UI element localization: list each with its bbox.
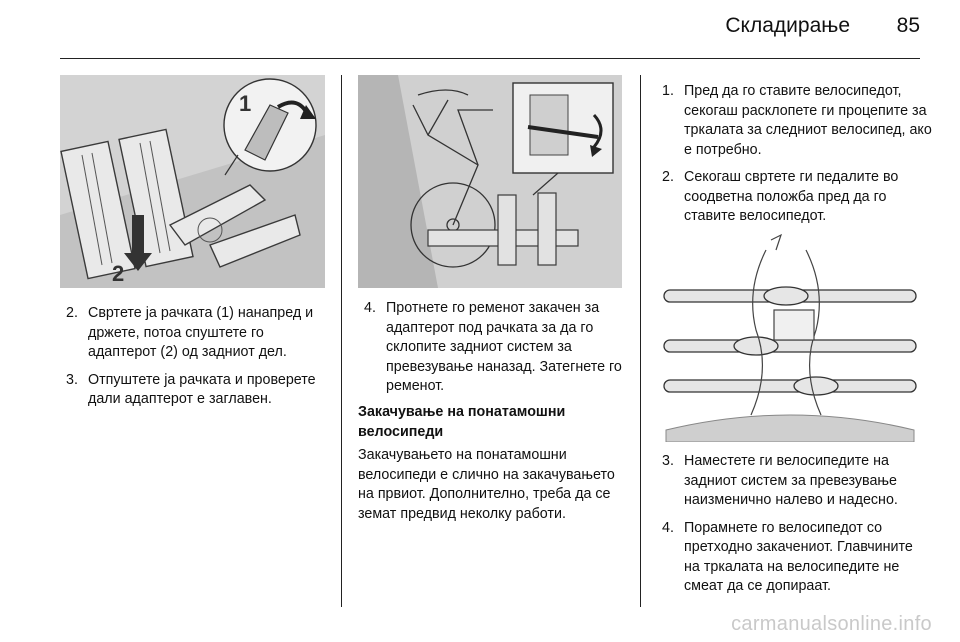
step-text: Свртете ја рачката (1) нанапред и држете, потоа спуштете го адаптерот (2) од задниот дел. bbox=[88, 305, 314, 360]
step-text: Порамнете го велосипедот со претходно закачениот. Главчините на тркалата на велосипедите не смеат да се допираат. bbox=[684, 519, 913, 594]
watermark: carmanualsonline.info bbox=[731, 613, 932, 635]
list-item bbox=[358, 299, 630, 397]
column-2-steps bbox=[358, 299, 630, 405]
step-text: Наместете ги велосипедите на задниот систем за превезување наизменично налево и надесно. bbox=[684, 453, 898, 508]
bikes-top-view-illustration bbox=[656, 230, 924, 442]
list-item bbox=[656, 82, 932, 160]
list-item bbox=[656, 452, 932, 511]
bike-carrier-illustration bbox=[358, 75, 622, 288]
list-item bbox=[60, 304, 328, 363]
list-item bbox=[656, 168, 932, 227]
step-number: 2. bbox=[662, 169, 674, 185]
step-text: Протнете го ременот закачен за адаптерот под рачката за да го склопите задниот систем за превезување наназад. Затегнете го ременот. bbox=[386, 300, 622, 394]
section-heading: Закачување на понатамошни велосипеди bbox=[358, 404, 566, 440]
section-body: Закачувањето на понатамошни велосипеди е слично на закачувањето на првиот. Дополнително, треба да се земат предвид неколку работи. bbox=[358, 447, 615, 522]
adapter-illustration bbox=[60, 75, 325, 288]
further-bikes-section bbox=[358, 403, 630, 524]
step-text: Секогаш свртете ги педалите во соодветна положба пред да го ставите велосипедот. bbox=[684, 169, 899, 224]
step-number: 4. bbox=[364, 300, 376, 316]
page-title: Складирање bbox=[725, 14, 850, 37]
column-divider-2 bbox=[640, 75, 641, 607]
step-number: 1. bbox=[662, 83, 674, 99]
column-3-steps-bottom bbox=[656, 452, 932, 605]
header-rule bbox=[60, 58, 920, 59]
bike-on-carrier-figure bbox=[358, 75, 622, 288]
column-divider-1 bbox=[341, 75, 342, 607]
step-text: Отпуштете ја рачката и проверете дали адаптерот е заглавен. bbox=[88, 371, 316, 407]
step-number: 2. bbox=[66, 305, 78, 321]
step-text: Пред да го ставите велосипедот, секогаш расклопете ги процепите за тркалата за следниот велосипед, ако е потребно. bbox=[684, 83, 932, 158]
callout-label-2: 2 bbox=[112, 261, 125, 286]
step-number: 3. bbox=[66, 371, 78, 388]
list-item bbox=[60, 371, 328, 410]
column-1-steps bbox=[60, 304, 328, 418]
step-number: 4. bbox=[662, 519, 674, 536]
callout-label-1: 1 bbox=[239, 91, 252, 116]
step-number: 3. bbox=[662, 453, 674, 469]
page-number: 85 bbox=[896, 14, 920, 37]
bikes-top-view-figure bbox=[656, 230, 924, 442]
column-3-steps-top bbox=[656, 82, 932, 235]
list-item bbox=[656, 519, 932, 597]
adapter-figure bbox=[60, 75, 325, 288]
